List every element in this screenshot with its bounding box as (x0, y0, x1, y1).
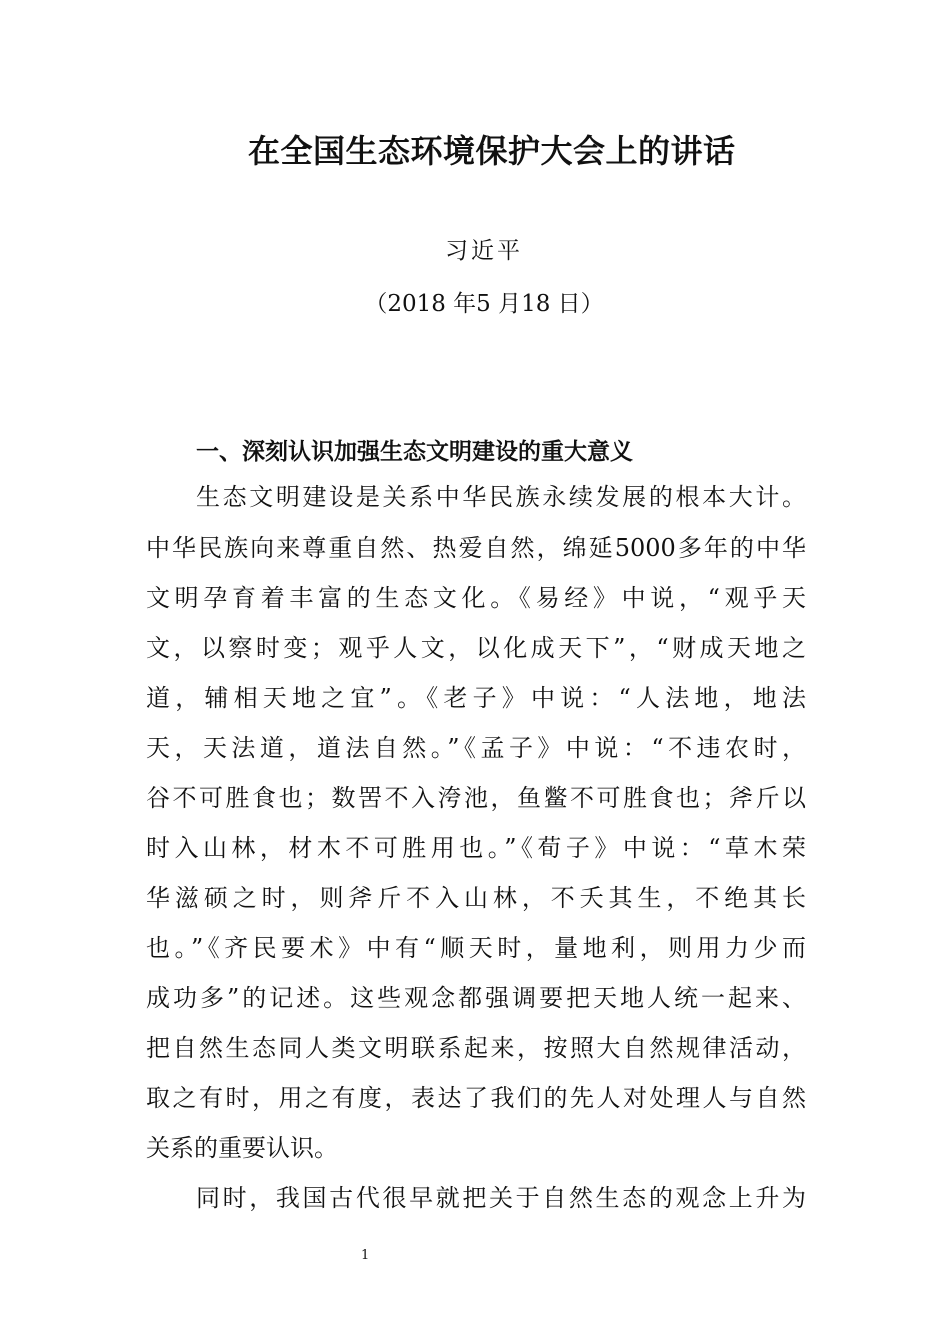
body-line: 天，天法道，道法自然。”《孟子》中说：“不违农时， (146, 734, 806, 762)
body-line: 生态文明建设是关系中华民族永续发展的根本大计。 (196, 483, 806, 511)
document-title: 在全国生态环境保护大会上的讲话 (248, 132, 736, 170)
body-line: 文，以察时变；观乎人文，以化成天下”，“财成天地之 (146, 634, 806, 662)
author-name: 习近平 (445, 238, 523, 264)
body-line: 成功多”的记述。这些观念都强调要把天地人统一起来、 (146, 984, 806, 1012)
body-line: 谷不可胜食也；数罟不入洿池，鱼鳖不可胜食也；斧斤以 (146, 784, 806, 812)
body-line: 华滋硕之时，则斧斤不入山林，不夭其生，不绝其长 (146, 884, 806, 912)
speech-date: （2018 年5 月18 日） (364, 291, 604, 317)
body-line: 道，辅相天地之宜”。《老子》中说：“人法地，地法 (146, 684, 806, 712)
body-line: 时入山林，材木不可胜用也。”《荀子》中说：“草木荣 (146, 834, 806, 862)
section-heading: 一、深刻认识加强生态文明建设的重大意义 (196, 439, 633, 465)
body-line: 文明孕育着丰富的生态文化。《易经》中说，“观乎天 (146, 584, 806, 612)
body-line: 关系的重要认识。 (146, 1134, 338, 1162)
body-line: 同时，我国古代很早就把关于自然生态的观念上升为 (196, 1184, 806, 1212)
body-line: 取之有时，用之有度，表达了我们的先人对处理人与自然 (146, 1084, 806, 1112)
page-number: 1 (361, 1248, 370, 1263)
body-line: 把自然生态同人类文明联系起来，按照大自然规律活动， (146, 1034, 806, 1062)
body-line: 中华民族向来尊重自然、热爱自然，绵延5000多年的中华 (146, 534, 806, 562)
body-line: 也。”《齐民要术》中有“顺天时，量地利，则用力少而 (146, 934, 806, 962)
